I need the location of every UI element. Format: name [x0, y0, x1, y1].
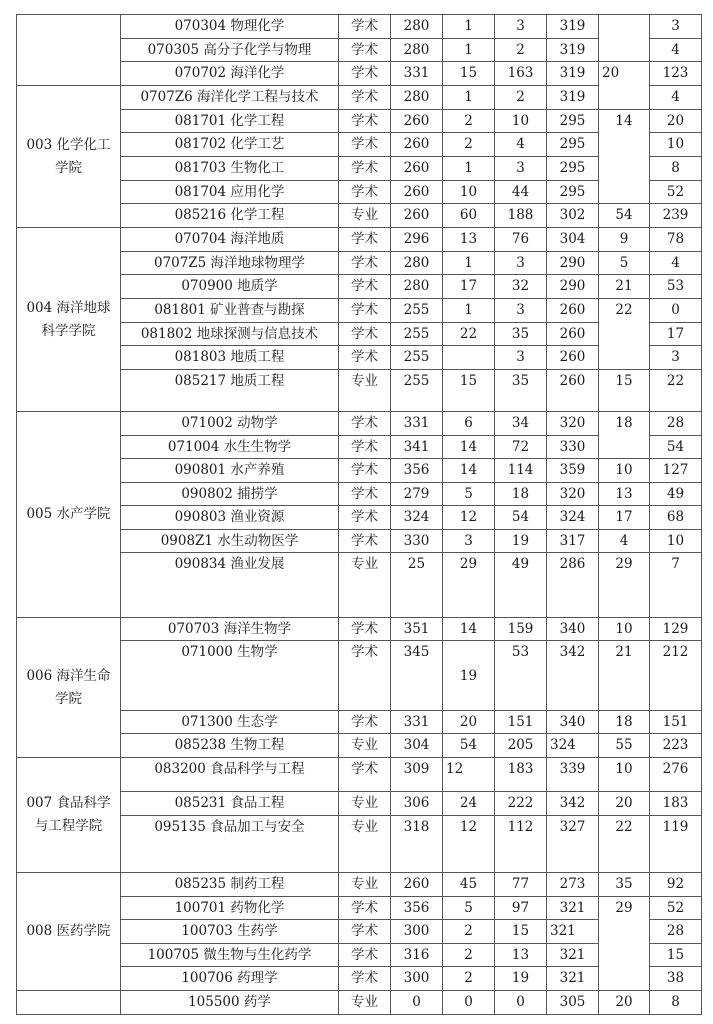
table-row — [17, 228, 702, 252]
value-cell: 10 — [443, 181, 495, 204]
value-cell: 319 — [547, 15, 599, 39]
major-cell: 070304 物理化学 — [121, 15, 339, 39]
major-cell: 085216 化学工程 — [121, 204, 339, 228]
value-cell: 10 — [599, 618, 650, 641]
value-cell: 4 — [650, 39, 702, 62]
value-cell: 260 — [391, 181, 443, 204]
major-cell: 070702 海洋化学 — [121, 62, 339, 86]
value-cell: 304 — [391, 734, 443, 758]
value-cell: 15 — [495, 920, 547, 944]
major-cell: 083200 食品科学与工程 — [121, 758, 339, 792]
value-cell: 300 — [391, 920, 443, 944]
value-cell: 20 — [443, 711, 495, 734]
value-cell: 29 — [443, 553, 495, 618]
value-cell: 319 — [547, 86, 599, 110]
value-cell: 17 — [443, 275, 495, 299]
value-cell: 20 — [650, 110, 702, 133]
value-cell: 15 — [650, 944, 702, 967]
value-cell — [443, 346, 495, 370]
value-cell: 331 — [391, 62, 443, 86]
value-cell: 339 — [547, 758, 599, 792]
value-cell: 280 — [391, 86, 443, 110]
type-cell: 学术 — [339, 275, 391, 299]
major-cell: 085235 制药工程 — [121, 873, 339, 897]
value-cell: 295 — [547, 181, 599, 204]
value-cell: 14 — [443, 618, 495, 641]
value-cell: 22 — [650, 370, 702, 412]
major-cell: 090802 捕捞学 — [121, 483, 339, 506]
value-cell: 15 — [443, 62, 495, 86]
type-cell: 学术 — [339, 110, 391, 133]
value-cell: 290 — [547, 252, 599, 275]
major-cell: 081801 矿业普查与勘探 — [121, 299, 339, 323]
value-cell: 22 — [599, 299, 650, 370]
value-cell: 327 — [547, 816, 599, 873]
value-cell: 28 — [650, 412, 702, 436]
value-cell: 5 — [443, 897, 495, 920]
type-cell: 学术 — [339, 944, 391, 967]
value-cell: 3 — [495, 15, 547, 39]
value-cell: 319 — [547, 62, 599, 86]
value-cell: 222 — [495, 792, 547, 816]
value-cell: 53 — [495, 641, 547, 711]
value-cell: 306 — [391, 792, 443, 816]
major-cell: 081704 应用化学 — [121, 181, 339, 204]
value-cell: 77 — [495, 873, 547, 897]
value-cell: 3 — [650, 15, 702, 39]
value-cell: 0 — [650, 299, 702, 323]
value-cell: 188 — [495, 204, 547, 228]
value-cell: 14 — [443, 436, 495, 459]
value-cell: 316 — [391, 944, 443, 967]
value-cell: 44 — [495, 181, 547, 204]
value-cell: 21 — [599, 641, 650, 711]
type-cell: 专业 — [339, 204, 391, 228]
value-cell: 255 — [391, 323, 443, 346]
value-cell: 19 — [495, 967, 547, 991]
value-cell: 1 — [443, 39, 495, 62]
value-cell: 97 — [495, 897, 547, 920]
value-cell: 255 — [391, 299, 443, 323]
value-cell: 300 — [391, 967, 443, 991]
major-cell: 100703 生药学 — [121, 920, 339, 944]
value-cell: 3 — [495, 346, 547, 370]
value-cell: 304 — [547, 228, 599, 252]
value-cell: 25 — [391, 553, 443, 618]
value-cell: 320 — [547, 483, 599, 506]
major-cell: 090801 水产养殖 — [121, 459, 339, 483]
admission-score-table — [16, 14, 702, 1015]
value-cell: 2 — [443, 110, 495, 133]
value-cell: 330 — [391, 530, 443, 553]
value-cell: 13 — [599, 483, 650, 506]
value-cell: 260 — [547, 346, 599, 370]
type-cell: 学术 — [339, 436, 391, 459]
major-cell: 100701 药物化学 — [121, 897, 339, 920]
value-cell: 22 — [443, 323, 495, 346]
value-cell: 205 — [495, 734, 547, 758]
value-cell: 3 — [650, 346, 702, 370]
major-cell: 071002 动物学 — [121, 412, 339, 436]
type-cell: 专业 — [339, 792, 391, 816]
value-cell: 6 — [443, 412, 495, 436]
type-cell: 学术 — [339, 897, 391, 920]
value-cell: 49 — [495, 553, 547, 618]
value-cell: 212 — [650, 641, 702, 711]
value-cell: 276 — [650, 758, 702, 792]
value-cell: 18 — [599, 711, 650, 734]
college-cell — [17, 15, 121, 86]
type-cell: 学术 — [339, 459, 391, 483]
major-cell: 090834 渔业发展 — [121, 553, 339, 618]
value-cell: 342 — [547, 792, 599, 816]
college-cell — [17, 991, 121, 1015]
type-cell: 专业 — [339, 816, 391, 873]
value-cell — [599, 15, 650, 62]
value-cell: 2 — [495, 86, 547, 110]
value-cell: 127 — [650, 459, 702, 483]
value-cell: 341 — [391, 436, 443, 459]
value-cell: 330 — [547, 436, 599, 459]
value-cell: 0 — [495, 991, 547, 1015]
type-cell: 学术 — [339, 181, 391, 204]
value-cell: 21 — [599, 275, 650, 299]
value-cell: 5 — [443, 483, 495, 506]
type-cell: 学术 — [339, 228, 391, 252]
value-cell: 112 — [495, 816, 547, 873]
value-cell: 68 — [650, 506, 702, 530]
value-cell: 4 — [599, 530, 650, 553]
value-cell: 351 — [391, 618, 443, 641]
value-cell: 359 — [547, 459, 599, 483]
value-cell: 296 — [391, 228, 443, 252]
value-cell: 12 — [443, 758, 495, 792]
value-cell: 10 — [650, 530, 702, 553]
major-cell: 070704 海洋地质 — [121, 228, 339, 252]
value-cell: 320 — [547, 412, 599, 436]
value-cell: 2 — [443, 967, 495, 991]
value-cell: 55 — [599, 734, 650, 758]
major-cell: 095135 食品加工与安全 — [121, 816, 339, 873]
value-cell: 52 — [650, 181, 702, 204]
type-cell: 学术 — [339, 39, 391, 62]
value-cell: 19 — [443, 641, 495, 711]
type-cell: 专业 — [339, 734, 391, 758]
value-cell: 1 — [443, 157, 495, 181]
type-cell: 学术 — [339, 346, 391, 370]
value-cell: 12 — [443, 506, 495, 530]
value-cell: 255 — [391, 370, 443, 412]
type-cell: 学术 — [339, 62, 391, 86]
value-cell: 340 — [547, 711, 599, 734]
value-cell: 76 — [495, 228, 547, 252]
value-cell: 295 — [547, 157, 599, 181]
value-cell: 35 — [599, 873, 650, 897]
value-cell: 19 — [495, 530, 547, 553]
major-cell: 081802 地球探测与信息技术 — [121, 323, 339, 346]
table-row — [17, 758, 702, 792]
value-cell: 2 — [443, 920, 495, 944]
value-cell: 305 — [547, 991, 599, 1015]
major-cell: 071004 水生生物学 — [121, 436, 339, 459]
value-cell: 317 — [547, 530, 599, 553]
table-row — [17, 618, 702, 641]
value-cell: 38 — [650, 967, 702, 991]
major-cell: 0707Z5 海洋地球物理学 — [121, 252, 339, 275]
value-cell: 4 — [650, 86, 702, 110]
value-cell: 1 — [443, 15, 495, 39]
type-cell: 学术 — [339, 758, 391, 792]
value-cell: 29 — [599, 553, 650, 618]
value-cell: 183 — [495, 758, 547, 792]
value-cell: 342 — [547, 641, 599, 711]
value-cell: 3 — [443, 530, 495, 553]
value-cell: 20 — [599, 62, 650, 110]
type-cell: 学术 — [339, 920, 391, 944]
value-cell: 20 — [599, 991, 650, 1015]
type-cell: 学术 — [339, 299, 391, 323]
major-cell: 070305 高分子化学与物理 — [121, 39, 339, 62]
value-cell: 32 — [495, 275, 547, 299]
value-cell: 29 — [599, 897, 650, 991]
value-cell: 119 — [650, 816, 702, 873]
table-row — [17, 991, 702, 1015]
college-cell: 008 医药学院 — [17, 873, 121, 991]
major-cell: 0908Z1 水生动物医学 — [121, 530, 339, 553]
type-cell: 学术 — [339, 86, 391, 110]
value-cell: 60 — [443, 204, 495, 228]
value-cell: 53 — [650, 275, 702, 299]
value-cell: 9 — [599, 228, 650, 252]
major-cell: 081701 化学工程 — [121, 110, 339, 133]
type-cell: 专业 — [339, 370, 391, 412]
value-cell: 35 — [495, 370, 547, 412]
major-cell: 100706 药理学 — [121, 967, 339, 991]
value-cell: 24 — [443, 792, 495, 816]
type-cell: 学术 — [339, 483, 391, 506]
type-cell: 学术 — [339, 133, 391, 157]
value-cell: 2 — [443, 944, 495, 967]
value-cell: 151 — [650, 711, 702, 734]
major-cell: 071000 生物学 — [121, 641, 339, 711]
value-cell: 20 — [599, 792, 650, 816]
type-cell: 专业 — [339, 553, 391, 618]
value-cell: 223 — [650, 734, 702, 758]
value-cell: 159 — [495, 618, 547, 641]
type-cell: 学术 — [339, 15, 391, 39]
value-cell: 260 — [547, 323, 599, 346]
value-cell: 255 — [391, 346, 443, 370]
value-cell: 12 — [443, 816, 495, 873]
type-cell: 学术 — [339, 412, 391, 436]
value-cell: 324 — [547, 734, 599, 758]
value-cell: 14 — [443, 459, 495, 483]
value-cell: 3 — [495, 299, 547, 323]
type-cell: 学术 — [339, 641, 391, 711]
value-cell: 151 — [495, 711, 547, 734]
value-cell: 183 — [650, 792, 702, 816]
value-cell: 3 — [495, 157, 547, 181]
type-cell: 学术 — [339, 618, 391, 641]
value-cell: 7 — [650, 553, 702, 618]
value-cell: 324 — [391, 506, 443, 530]
type-cell: 学术 — [339, 157, 391, 181]
value-cell: 15 — [599, 370, 650, 412]
value-cell: 54 — [599, 204, 650, 228]
value-cell: 8 — [650, 157, 702, 181]
value-cell: 321 — [547, 897, 599, 920]
major-cell: 085238 生物工程 — [121, 734, 339, 758]
value-cell: 78 — [650, 228, 702, 252]
value-cell: 13 — [443, 228, 495, 252]
major-cell: 085231 食品工程 — [121, 792, 339, 816]
value-cell: 8 — [650, 991, 702, 1015]
value-cell: 17 — [599, 506, 650, 530]
value-cell: 321 — [547, 967, 599, 991]
table-row — [17, 15, 702, 39]
college-cell: 004 海洋地球科学学院 — [17, 228, 121, 412]
value-cell: 260 — [391, 133, 443, 157]
value-cell: 340 — [547, 618, 599, 641]
value-cell: 356 — [391, 897, 443, 920]
type-cell: 学术 — [339, 967, 391, 991]
major-cell: 071300 生态学 — [121, 711, 339, 734]
major-cell: 085217 地质工程 — [121, 370, 339, 412]
value-cell: 17 — [650, 323, 702, 346]
value-cell: 4 — [650, 252, 702, 275]
value-cell: 318 — [391, 816, 443, 873]
college-cell: 006 海洋生命学院 — [17, 618, 121, 758]
value-cell: 345 — [391, 641, 443, 711]
value-cell: 260 — [547, 299, 599, 323]
major-cell: 100705 微生物与生化药学 — [121, 944, 339, 967]
value-cell: 260 — [391, 157, 443, 181]
table-row — [17, 412, 702, 436]
value-cell: 295 — [547, 133, 599, 157]
value-cell: 35 — [495, 323, 547, 346]
value-cell: 356 — [391, 459, 443, 483]
value-cell: 54 — [495, 506, 547, 530]
value-cell: 3 — [495, 252, 547, 275]
college-cell: 005 水产学院 — [17, 412, 121, 618]
value-cell: 34 — [495, 412, 547, 436]
value-cell: 18 — [495, 483, 547, 506]
value-cell: 280 — [391, 39, 443, 62]
type-cell: 专业 — [339, 873, 391, 897]
value-cell: 54 — [650, 436, 702, 459]
value-cell: 260 — [391, 873, 443, 897]
value-cell: 280 — [391, 15, 443, 39]
value-cell: 15 — [443, 370, 495, 412]
value-cell: 0 — [391, 991, 443, 1015]
college-cell: 007 食品科学与工程学院 — [17, 758, 121, 873]
value-cell: 1 — [443, 299, 495, 323]
value-cell: 2 — [443, 133, 495, 157]
value-cell: 4 — [495, 133, 547, 157]
value-cell: 302 — [547, 204, 599, 228]
value-cell: 163 — [495, 62, 547, 86]
value-cell: 1 — [443, 252, 495, 275]
value-cell: 280 — [391, 252, 443, 275]
value-cell: 286 — [547, 553, 599, 618]
value-cell: 279 — [391, 483, 443, 506]
value-cell: 10 — [599, 758, 650, 792]
value-cell: 321 — [547, 944, 599, 967]
value-cell: 331 — [391, 412, 443, 436]
major-cell: 070703 海洋生物学 — [121, 618, 339, 641]
type-cell: 学术 — [339, 323, 391, 346]
value-cell: 92 — [650, 873, 702, 897]
major-cell: 081803 地质工程 — [121, 346, 339, 370]
value-cell: 290 — [547, 275, 599, 299]
major-cell: 0707Z6 海洋化学工程与技术 — [121, 86, 339, 110]
value-cell: 45 — [443, 873, 495, 897]
value-cell: 1 — [443, 86, 495, 110]
value-cell: 10 — [599, 459, 650, 483]
value-cell: 2 — [495, 39, 547, 62]
value-cell: 280 — [391, 275, 443, 299]
value-cell: 13 — [495, 944, 547, 967]
value-cell: 309 — [391, 758, 443, 792]
type-cell: 学术 — [339, 252, 391, 275]
value-cell: 0 — [443, 991, 495, 1015]
table-row — [17, 873, 702, 897]
value-cell: 321 — [547, 920, 599, 944]
type-cell: 专业 — [339, 991, 391, 1015]
major-cell: 081703 生物化工 — [121, 157, 339, 181]
type-cell: 学术 — [339, 530, 391, 553]
type-cell: 学术 — [339, 506, 391, 530]
value-cell: 123 — [650, 62, 702, 86]
major-cell: 070900 地质学 — [121, 275, 339, 299]
value-cell: 5 — [599, 252, 650, 275]
value-cell: 260 — [547, 370, 599, 412]
major-cell: 090803 渔业资源 — [121, 506, 339, 530]
value-cell: 22 — [599, 816, 650, 873]
value-cell: 331 — [391, 711, 443, 734]
value-cell: 114 — [495, 459, 547, 483]
value-cell: 52 — [650, 897, 702, 920]
value-cell: 260 — [391, 204, 443, 228]
value-cell: 14 — [599, 110, 650, 204]
major-cell: 081702 化学工艺 — [121, 133, 339, 157]
value-cell: 260 — [391, 110, 443, 133]
value-cell: 28 — [650, 920, 702, 944]
college-cell: 003 化学化工学院 — [17, 86, 121, 228]
value-cell: 10 — [495, 110, 547, 133]
value-cell: 319 — [547, 39, 599, 62]
value-cell: 49 — [650, 483, 702, 506]
value-cell: 10 — [650, 133, 702, 157]
major-cell: 105500 药学 — [121, 991, 339, 1015]
value-cell: 273 — [547, 873, 599, 897]
value-cell: 239 — [650, 204, 702, 228]
value-cell: 18 — [599, 412, 650, 459]
value-cell: 54 — [443, 734, 495, 758]
value-cell: 72 — [495, 436, 547, 459]
value-cell: 295 — [547, 110, 599, 133]
value-cell: 129 — [650, 618, 702, 641]
type-cell: 学术 — [339, 711, 391, 734]
value-cell: 324 — [547, 506, 599, 530]
